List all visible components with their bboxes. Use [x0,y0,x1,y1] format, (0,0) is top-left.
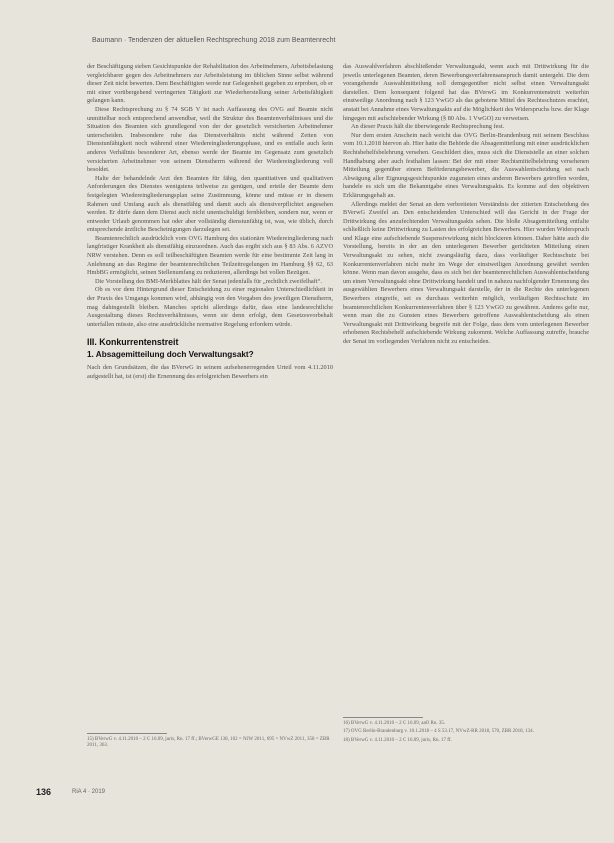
subsection-heading: 1. Absagemitteilung doch Verwaltungsakt? [87,350,254,360]
paragraph: das Auswahlverfahren abschließender Verwaltungsakt, wenn auch mit Drittwirkung für die jeweils unterlegenen Beamten, deren Bewerbungsverfahrensanspruch damit untergeht. Die dem vorangehende Auswahlmitteilung soll demgegenüber nicht selbst einen Verwaltungsakt darstellen. Dem konsequent folgend hat das BVerwG im Konkurrentenstreit weiterhin einstweilige Anordnung nach § 123 VwGO als das gebotene Mittel des Rechtsschutzes erachtet, anstatt bei Annahme eines Verwaltungsakts auf die Möglichkeit des Widerspruchs bzw. der Klage hingegen mit aufschiebender Wirkung (§ 80 Abs. 1 VwGO) zu verweisen. [343,63,589,122]
footnote-rule-right [343,717,423,718]
footnotes-right [343,721,589,746]
paragraph: Ob es vor dem Hintergrund dieser Entscheidung zu einer regionalen Unterschiedlichkeit in der Praxis des Umgangs kommen wird, abhängig von den Vorgaben des jeweiligen Dienstherrn, mag dahingestellt bleiben. Manches spricht allerdings dafür, dass eine landesrechtliche Ausgestaltung dieses Rechtsverhältnisses, wenn sie denn erfolgt, dem Gesetzesvorbehalt unterfallen müsste, also eine ausdrückliche normative Regelung erfordern würde. [87,286,333,328]
paragraph: Allerdings meldet der Senat an dem verbreiteten Verständnis der zitierten Entscheidung des BVerwG Zweifel an. Den entscheidenden Unterschied will das Gericht in der Frage der Drittwirkung des anzufechtenden Verwaltungsakts sehen. Die bloße Absagemitteilung entfalte schließlich keine Drittwirkung zu Lasten des erfolgreichen Bewerbers. Hier wurden Widerspruch und Klage eine aufschiebende Suspensivwirkung nicht blockieren können. Daher hätte auch die Vorstellung, bereits in der an den unterlegenen Bewerber gerichteten Mitteilung einen Verwaltungsakt zu sehen, nicht zwangsläufig dazu, dass vorläufiger Rechtsschutz bei Konkurrentenverfahren nicht mehr im Wege der einstweiligen Anordnung gewährt werden könne. Wenn man davon ausgehe, dass es sich bei der beamtenrechtlichen Auswahlentscheidung um einen Verwaltungsakt ohne Drittwirkung handelt und in nahezu nachfolgender Ernennung des ausgewählten Bewerbers eines Verwaltungsakt darstelle, der in die Rechte des unterlegenen Bewerbers eingreife, sei es durchaus weiterhin möglich, vorläufigen Rechtsschutz im beamtenrechtlichen Konkurrentenverfahren über § 123 VwGO zu gewähren. Anderes gelte nur, wenn man die zu Gunsten eines Bewerbers getroffene Auswahlentscheidung als einen Verwaltungsakt mit Drittwirkung begreife mit der Folge, dass dem vom unterlegenen Bewerber erhobenen Rechtsbehelf aufschiebende Wirkung zukommt. Welche Auffassung zutreffe, brauche der Senat im vorliegenden Verfahren nicht zu entscheiden. [343,200,589,345]
footnote-rule-left [87,733,167,734]
paragraph: Die Vorstellung des BMI-Merkblattes hält der Senat jedenfalls für „rechtlich zweifelhaft“. [95,277,322,285]
journal-name: RiA 4 · 2019 [72,789,106,795]
paragraph: der Beschäftigung sieben Gesichtspunkte der Rehabilitation des Arbeitnehmers, Arbeitsbelastung vergleichbarer gegen des Arbeitnehmers zur Arbeitsleistung im üblichen Sinne selbst während dieser Zeit nicht bewerten. Dem Beschäftigten werde nur Gelegenheit gegeben zu erproben, ob er mit einer vorübergehend verringerten Tätigkeit zur Wiederherstellung seiner Arbeitsfähigkeit gelangen kann. [87,63,333,105]
paragraph: Halte der behandelnde Arzt den Beamten für fähig, den quantitativen und qualitativen Anforderungen des Dienstes wenigstens teilweise zu genügen, und erteile der Beamte dem festgelegten Wiedereingliederungsplan seine Zustimmung, könne und müsse er in diesem Rahmen und Umfang auch als dienstfähig und damit auch als dienstverpflichtet angesehen werden. Er dürfe dann dem Dienst auch nicht unentschuldigt fernbleiben, sondern nur, wenn er entweder Urlaub genommen hat oder aber vollständig dienstunfähig ist, was, wie üblich, durch entsprechende ärztliche Bescheinigungen darzulegen sei. [87,174,333,234]
footnotes-left [87,737,333,752]
page-number: 136 [36,787,52,797]
paragraph: Beamtenrechtlich ausdrücklich vom OVG Hamburg des stationäre Wiedereingliederung nach langfristiger Krankheit als dienstfähig einzuordnen. Auch das ergibt sich aus § 83 Abs. 6 AZVO NRW verstehen. Denn es soll teilbeschäftigten Beamten werde für eine bestimmte Zeit lang in Anlehnung an das Regime der beamtenrechtlichen Teilzeitregelungen im Hamburg §§ 62, 63 HmbBG ermöglicht, seinen Stellenumfang zu reduzieren, allerdings bei vollen Bezügen. [87,234,333,277]
footnote: 16) BVerwG v. 4.11.2010 – 2 C 16.09, aaO Rn. 35. [343,721,446,726]
left-column [87,63,333,382]
section-heading: III. Konkurrentenstreit [87,337,179,348]
footnote: 18) BVerwG v. 4.11.2010 – 2 C 16.09, juris, Rn. 17 ff. [343,737,452,743]
footnote: 17) OVG Berlin-Brandenburg v. 10.1.2018 – 4 S 53.17, NVwZ-RR 2018, 570, ZBR 2018, 134. [343,729,534,735]
paragraph: An dieser Praxis hält die überwiegende Rechtsprechung fest. [351,123,505,131]
paragraph: Nur dem ersten Anschein nach weicht das OVG Berlin-Brandenburg mit seinem Beschluss vom 10.1.2018 hiervon ab. Hier hatte die Behörde die Absagemitteilung mit einer ausdrücklichen Rechtsbehelfsbelehrung versehen. Geschildert dies, muss sich die Dienststelle an einer solchen Handhabung aber auch festhalten lassen: Bei der mit einer Rechtsmittelbelehrung versehenen Mitteilung gegenüber einem Beförderungsbewerber, die Auswahlentscheidung sei nach Abwägung aller Eignungsgesichtspunkte zugunsten eines anderen Bewerbers getroffen worden, handele es sich um die Bekanntgabe eines Verwaltungsakts. Es komme auf den objektiven Erklärungsgehalt an. [343,131,589,199]
paragraph: Diese Rechtsprechung zu § 74 SGB V ist nach Auffassung des OVG auf Beamte nicht unmittelbar noch entsprechend anwendbar, weil die Struktur des Beamtenverhältnisses und die Situation des Beamten sich grundlegend von der der gesetzlich versicherten Arbeitnehmer unterscheiden. Insbesondere ruhe das Dienstverhältnis nicht während Zeiten von Dienstunfähigkeit noch während einer Wiedereingliederungsphase, und es entfalle auch kein anderes Verhältnis besonderer Art, ebenso werde der Beamte im Gegensatz zum gesetzlich versicherten Arbeitnehmer von seinem Dienstherrn während der Wiedereingliederung voll besoldet. [87,105,333,174]
footnote: 15) BVerwG v. 4.11.2010 – 2 C 16.09, juris, Rn. 17 ff.; BVerwGE 138, 102 = NJW 2011, 695 = NVwZ 2011, 358 = ZBR 2011, 363. [87,737,330,749]
right-column [343,63,589,347]
paragraph: Nach den Grundsätzen, die das BVerwG in seinem aufsehenerregenden Urteil vom 4.11.2010 aufgestellt hat, ist (erst) die Ernennung des erfolgreichen Bewerbers ein [87,364,333,380]
running-header: Baumann · Tendenzen der aktuellen Rechtsprechung 2018 zum Beamtenrecht [92,37,336,44]
